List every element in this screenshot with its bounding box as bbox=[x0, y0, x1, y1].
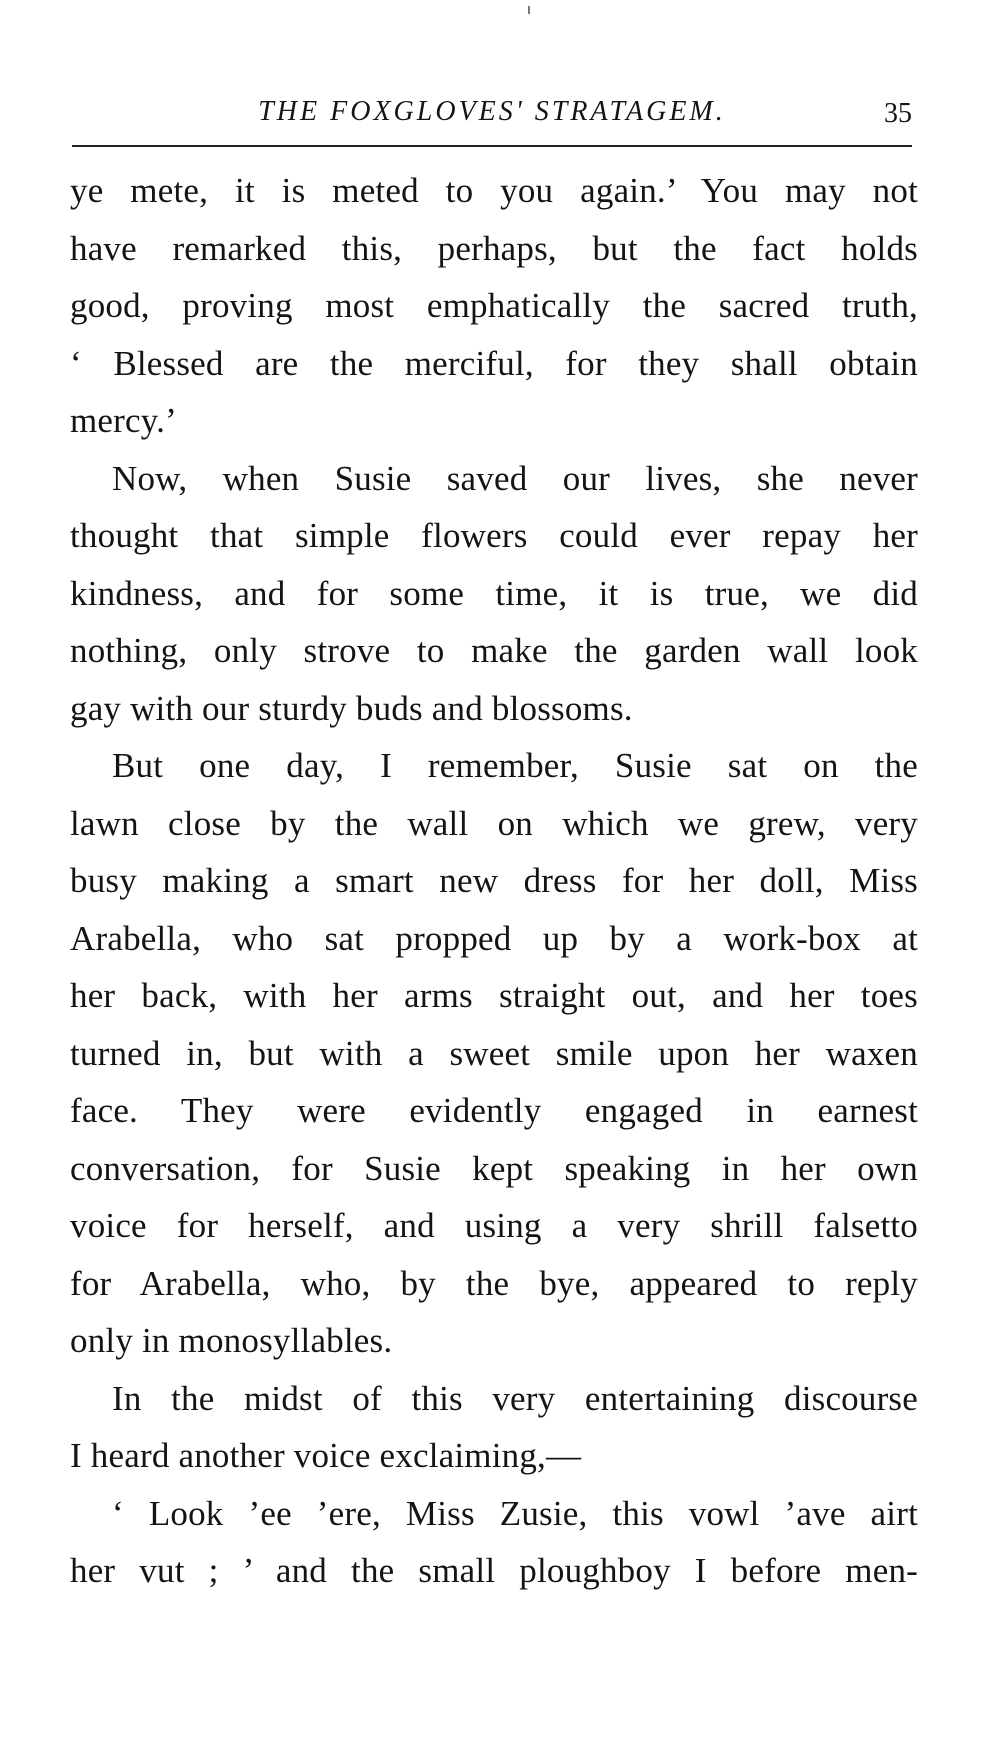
text-line: turned in, but with a sweet smile upon her waxen bbox=[70, 1033, 918, 1073]
running-title: THE FOXGLOVES' STRATAGEM. bbox=[258, 96, 726, 127]
paragraph bbox=[70, 1485, 918, 1600]
text-line: busy making a smart new dress for her doll, Miss bbox=[70, 861, 918, 900]
text-line: ‘ Look ’ee ’ere, Miss Zusie, this vowl ’ave airt bbox=[112, 1493, 918, 1533]
text-line: good, proving most emphatically the sacred truth, bbox=[70, 286, 918, 325]
text-line: But one day, I remember, Susie sat on the bbox=[112, 746, 918, 785]
text-line: mercy.’ bbox=[70, 401, 177, 440]
page-number: 35 bbox=[884, 98, 912, 129]
paragraph bbox=[70, 1370, 918, 1485]
text-line: nothing, only strove to make the garden wall look bbox=[70, 631, 918, 670]
text-line: In the midst of this very entertaining discourse bbox=[112, 1378, 918, 1418]
text-line: ‘ Blessed are the merciful, for they shall obtain bbox=[70, 343, 918, 383]
paragraph bbox=[70, 450, 918, 738]
text-line: gay with our sturdy buds and blossoms. bbox=[70, 688, 633, 728]
text-line: lawn close by the wall on which we grew, very bbox=[70, 803, 918, 843]
text-line: thought that simple flowers could ever repay her bbox=[70, 516, 918, 555]
text-line: Arabella, who sat propped up by a work-box at bbox=[70, 918, 918, 958]
text-line: kindness, and for some time, it is true, we did bbox=[70, 573, 918, 613]
text-line: her vut ; ’ and the small ploughboy I before men- bbox=[70, 1551, 918, 1590]
paragraph bbox=[70, 162, 918, 450]
text-line: ye mete, it is meted to you again.’ You may not bbox=[70, 171, 918, 210]
text-line: her back, with her arms straight out, and her toes bbox=[70, 976, 918, 1015]
text-line: face. They were evidently engaged in earnest bbox=[70, 1091, 918, 1130]
text-line: I heard another voice exclaiming,— bbox=[70, 1436, 582, 1475]
body-text bbox=[70, 162, 918, 1600]
text-line: voice for herself, and using a very shrill falsetto bbox=[70, 1206, 918, 1245]
text-line: for Arabella, who, by the bye, appeared to reply bbox=[70, 1263, 918, 1303]
text-line: conversation, for Susie kept speaking in her own bbox=[70, 1148, 918, 1188]
paragraph bbox=[70, 737, 918, 1370]
running-head bbox=[72, 92, 912, 132]
text-line: Now, when Susie saved our lives, she never bbox=[112, 458, 918, 498]
top-margin-mark bbox=[528, 6, 530, 14]
text-line: only in monosyllables. bbox=[70, 1321, 393, 1360]
header-rule bbox=[72, 145, 912, 147]
text-line: have remarked this, perhaps, but the fact holds bbox=[70, 228, 918, 268]
